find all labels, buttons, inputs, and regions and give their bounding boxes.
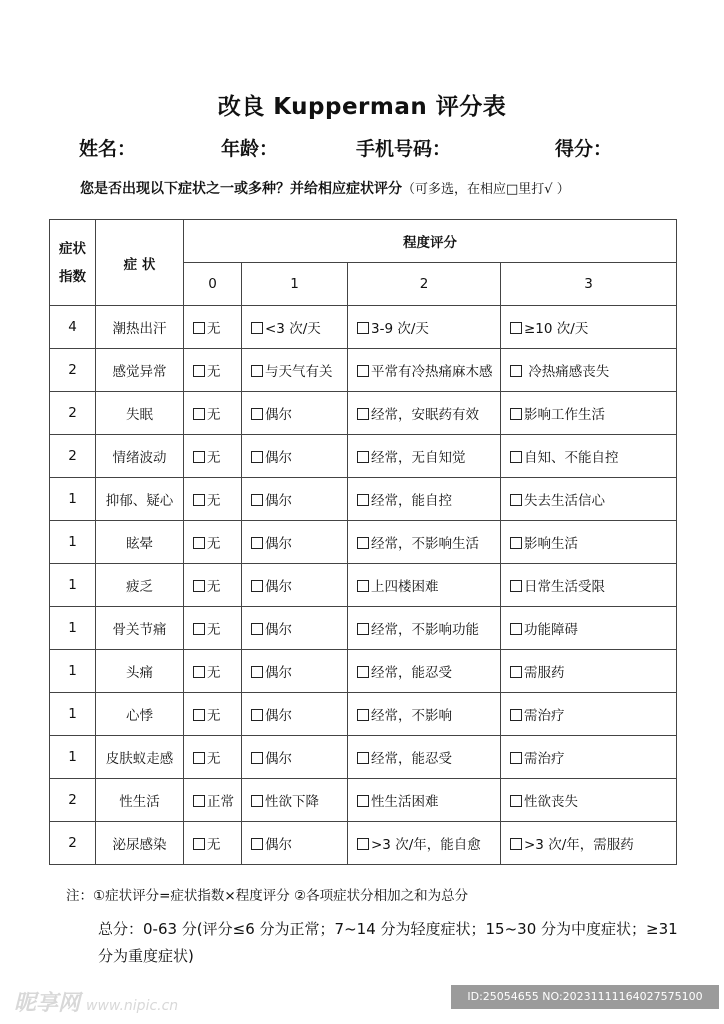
option-cell-level-0[interactable]	[184, 736, 242, 779]
symptom-name-cell: 潮热出汗	[96, 306, 184, 349]
symptom-index-cell: 1	[50, 693, 96, 736]
symptom-name-cell: 头痛	[96, 650, 184, 693]
symptom-name-cell: 眩晕	[96, 521, 184, 564]
option-label: 功能障碍	[524, 622, 578, 638]
symptom-index-cell: 1	[50, 521, 96, 564]
checkbox-icon[interactable]	[251, 451, 263, 463]
header-degree-score: 程度评分	[184, 220, 677, 263]
option-label: 无	[207, 493, 221, 509]
option-cell-level-3[interactable]	[501, 349, 677, 392]
watermark-logo	[14, 986, 178, 1017]
option-cell-level-1[interactable]	[242, 349, 348, 392]
symptom-name-cell: 心悸	[96, 693, 184, 736]
option-cell-level-2[interactable]	[348, 650, 501, 693]
option-cell-level-1[interactable]	[242, 607, 348, 650]
checkbox-icon[interactable]	[357, 752, 369, 764]
age-label: 年龄：	[221, 138, 279, 160]
option-label: 性欲丧失	[524, 794, 578, 810]
instruction-hint: （可多选，在相应□里打√ ）	[402, 182, 570, 197]
checkbox-icon[interactable]	[193, 752, 205, 764]
checkbox-icon[interactable]	[510, 623, 522, 635]
option-cell-level-3[interactable]	[501, 822, 677, 865]
option-cell-level-1[interactable]	[242, 306, 348, 349]
checkbox-icon[interactable]	[193, 709, 205, 721]
checkbox-icon[interactable]	[510, 408, 522, 420]
option-label: 上四楼困难	[371, 579, 439, 595]
option-label: 3-9 次/天	[371, 321, 429, 337]
option-label: 无	[207, 708, 221, 724]
option-label: 经常，不影响	[371, 708, 452, 724]
checkbox-icon[interactable]	[357, 666, 369, 678]
checkbox-icon[interactable]	[357, 838, 369, 850]
score-label: 得分：	[555, 138, 613, 160]
checkbox-icon[interactable]	[193, 537, 205, 549]
option-label: 偶尔	[265, 751, 292, 767]
checkbox-icon[interactable]	[251, 795, 263, 807]
option-label: 无	[207, 665, 221, 681]
checkbox-icon[interactable]	[193, 580, 205, 592]
checkbox-icon[interactable]	[510, 537, 522, 549]
checkbox-icon[interactable]	[357, 451, 369, 463]
option-cell-level-3[interactable]	[501, 736, 677, 779]
watermark-logo-text: 昵享网	[14, 991, 81, 1016]
instruction-main: 您是否出现以下症状之一或多种？并给相应症状评分	[80, 181, 402, 197]
option-cell-level-1[interactable]	[242, 392, 348, 435]
symptom-index-cell: 2	[50, 435, 96, 478]
option-label: >3 次/年，需服药	[524, 837, 634, 853]
symptom-name-cell: 皮肤蚁走感	[96, 736, 184, 779]
table-row	[50, 349, 677, 392]
name-label: 姓名：	[79, 138, 137, 160]
option-cell-level-0[interactable]	[184, 693, 242, 736]
checkbox-icon[interactable]	[510, 795, 522, 807]
table-row	[50, 392, 677, 435]
symptom-index-cell: 1	[50, 736, 96, 779]
checkbox-icon[interactable]	[193, 494, 205, 506]
checkbox-icon[interactable]	[357, 537, 369, 549]
checkbox-icon[interactable]	[251, 365, 263, 377]
checkbox-icon[interactable]	[510, 451, 522, 463]
option-cell-level-0[interactable]	[184, 650, 242, 693]
option-cell-level-2[interactable]	[348, 736, 501, 779]
option-label: 偶尔	[265, 579, 292, 595]
option-cell-level-2[interactable]	[348, 693, 501, 736]
option-label: 需治疗	[524, 708, 565, 724]
checkbox-icon[interactable]	[193, 623, 205, 635]
symptom-index-cell: 2	[50, 779, 96, 822]
option-cell-level-1[interactable]	[242, 693, 348, 736]
watermark-url: www.nipic.cn	[86, 998, 179, 1014]
option-cell-level-3[interactable]	[501, 521, 677, 564]
option-label: 影响生活	[524, 536, 578, 552]
option-cell-level-0[interactable]	[184, 521, 242, 564]
option-label: 无	[207, 622, 221, 638]
option-cell-level-3[interactable]	[501, 435, 677, 478]
option-label: 经常，能忍受	[371, 751, 452, 767]
option-label: 自知、不能自控	[524, 450, 619, 466]
checkbox-icon[interactable]	[193, 365, 205, 377]
option-label: 无	[207, 407, 221, 423]
option-label: 偶尔	[265, 665, 292, 681]
checkbox-icon[interactable]	[357, 795, 369, 807]
option-cell-level-2[interactable]	[348, 478, 501, 521]
checkbox-icon[interactable]	[251, 494, 263, 506]
symptom-index-cell: 2	[50, 392, 96, 435]
option-label: 经常，不影响生活	[371, 536, 479, 552]
option-label: ≥10 次/天	[524, 321, 589, 337]
table-row	[50, 693, 677, 736]
symptom-name-cell: 失眠	[96, 392, 184, 435]
option-cell-level-0[interactable]	[184, 478, 242, 521]
note-scoring: 注：①症状评分=症状指数×程度评分 ②各项症状分相加之和为总分	[66, 888, 469, 904]
option-cell-level-2[interactable]	[348, 392, 501, 435]
checkbox-icon[interactable]	[193, 666, 205, 678]
checkbox-icon[interactable]	[193, 451, 205, 463]
option-label: 偶尔	[265, 536, 292, 552]
option-label: 与天气有关	[265, 364, 333, 380]
checkbox-icon[interactable]	[357, 365, 369, 377]
instruction	[80, 178, 570, 198]
header-level-0: 0	[184, 263, 242, 306]
option-label: 无	[207, 536, 221, 552]
symptom-index-cell: 4	[50, 306, 96, 349]
option-cell-level-2[interactable]	[348, 521, 501, 564]
table-row	[50, 564, 677, 607]
option-cell-level-1[interactable]	[242, 736, 348, 779]
checkbox-icon[interactable]	[251, 838, 263, 850]
option-cell-level-2[interactable]	[348, 435, 501, 478]
checkbox-icon[interactable]	[251, 537, 263, 549]
option-cell-level-1[interactable]	[242, 521, 348, 564]
option-label: 经常，不影响功能	[371, 622, 479, 638]
option-cell-level-2[interactable]	[348, 607, 501, 650]
option-label: 无	[207, 751, 221, 767]
option-cell-level-1[interactable]	[242, 822, 348, 865]
option-label: >3 次/年，能自愈	[371, 837, 481, 853]
option-cell-level-3[interactable]	[501, 306, 677, 349]
symptom-index-cell: 1	[50, 607, 96, 650]
symptom-index-cell: 1	[50, 478, 96, 521]
phone-label: 手机号码：	[356, 138, 452, 160]
option-cell-level-0[interactable]	[184, 607, 242, 650]
checkbox-icon[interactable]	[357, 709, 369, 721]
checkbox-icon[interactable]	[510, 666, 522, 678]
checkbox-icon[interactable]	[251, 709, 263, 721]
option-label: 经常，能自控	[371, 493, 452, 509]
symptom-name-cell: 感觉异常	[96, 349, 184, 392]
option-label: 偶尔	[265, 708, 292, 724]
option-label: 偶尔	[265, 622, 292, 638]
checkbox-icon[interactable]	[510, 494, 522, 506]
option-cell-level-0[interactable]	[184, 564, 242, 607]
note-total: 总分：0-63 分(评分≤6 分为正常；7~14 分为轻度症状；15~30 分为中度症状；≥31 分为重度症状)	[98, 920, 678, 965]
symptom-index-cell: 2	[50, 349, 96, 392]
table-row	[50, 822, 677, 865]
page-title: 改良 Kupperman 评分表	[217, 94, 507, 120]
symptom-name-cell: 性生活	[96, 779, 184, 822]
checkbox-icon[interactable]	[357, 322, 369, 334]
checkbox-icon[interactable]	[510, 322, 522, 334]
image-id-bar: ID:25054655 NO:20231111164027575100	[451, 985, 719, 1009]
checkbox-icon[interactable]	[357, 494, 369, 506]
option-label: 经常，无自知觉	[371, 450, 466, 466]
table-row	[50, 435, 677, 478]
option-cell-level-3[interactable]	[501, 779, 677, 822]
header-symptom-index: 症状指数	[50, 220, 96, 306]
checkbox-icon[interactable]	[251, 408, 263, 420]
symptom-name-cell: 骨关节痛	[96, 607, 184, 650]
option-label: 偶尔	[265, 837, 292, 853]
checkbox-icon[interactable]	[510, 838, 522, 850]
option-cell-level-0[interactable]	[184, 349, 242, 392]
option-label: 偶尔	[265, 493, 292, 509]
option-label: 失去生活信心	[524, 493, 605, 509]
option-label: 无	[207, 364, 221, 380]
checkbox-icon[interactable]	[510, 709, 522, 721]
option-cell-level-1[interactable]	[242, 478, 348, 521]
option-cell-level-2[interactable]	[348, 564, 501, 607]
option-label: 无	[207, 579, 221, 595]
option-cell-level-2[interactable]	[348, 306, 501, 349]
header-symptom: 症 状	[96, 220, 184, 306]
checkbox-icon[interactable]	[510, 365, 522, 377]
header-level-1: 1	[242, 263, 348, 306]
checkbox-icon[interactable]	[193, 408, 205, 420]
option-label: 日常生活受限	[524, 579, 605, 595]
symptom-name-cell: 疲乏	[96, 564, 184, 607]
checkbox-icon[interactable]	[251, 666, 263, 678]
option-label: 影响工作生活	[524, 407, 605, 423]
symptom-name-cell: 抑郁、疑心	[96, 478, 184, 521]
checkbox-icon[interactable]	[193, 838, 205, 850]
checkbox-icon[interactable]	[357, 623, 369, 635]
option-cell-level-3[interactable]	[501, 607, 677, 650]
option-cell-level-0[interactable]	[184, 779, 242, 822]
option-label: 无	[207, 321, 221, 337]
option-cell-level-1[interactable]	[242, 779, 348, 822]
checkbox-icon[interactable]	[193, 322, 205, 334]
table-row	[50, 736, 677, 779]
checkbox-icon[interactable]	[510, 580, 522, 592]
option-label: 经常，能忍受	[371, 665, 452, 681]
option-label: 需治疗	[524, 751, 565, 767]
checkbox-icon[interactable]	[193, 795, 205, 807]
checkbox-icon[interactable]	[251, 580, 263, 592]
option-cell-level-0[interactable]	[184, 306, 242, 349]
checkbox-icon[interactable]	[251, 623, 263, 635]
option-cell-level-0[interactable]	[184, 435, 242, 478]
option-cell-level-2[interactable]	[348, 349, 501, 392]
option-cell-level-0[interactable]	[184, 822, 242, 865]
option-cell-level-3[interactable]	[501, 392, 677, 435]
checkbox-icon[interactable]	[357, 580, 369, 592]
table-row	[50, 650, 677, 693]
option-cell-level-1[interactable]	[242, 650, 348, 693]
symptom-index-cell: 1	[50, 564, 96, 607]
option-label: 经常，安眠药有效	[371, 407, 479, 423]
table-row	[50, 607, 677, 650]
option-cell-level-3[interactable]	[501, 564, 677, 607]
table-row	[50, 306, 677, 349]
checkbox-icon[interactable]	[251, 752, 263, 764]
option-cell-level-0[interactable]	[184, 392, 242, 435]
symptom-index-cell: 1	[50, 650, 96, 693]
option-label: 无	[207, 837, 221, 853]
header-level-3: 3	[501, 263, 677, 306]
option-label: 性生活困难	[371, 794, 439, 810]
option-cell-level-2[interactable]	[348, 822, 501, 865]
option-cell-level-2[interactable]	[348, 779, 501, 822]
option-label: 冷热痛感丧失	[524, 364, 610, 380]
option-label: 偶尔	[265, 450, 292, 466]
option-cell-level-3[interactable]	[501, 693, 677, 736]
option-cell-level-1[interactable]	[242, 435, 348, 478]
kupperman-score-table	[49, 219, 677, 865]
option-label: 性欲下降	[265, 794, 319, 810]
option-label: 平常有冷热痛麻木感	[371, 364, 493, 380]
symptom-name-cell: 情绪波动	[96, 435, 184, 478]
symptom-name-cell: 泌尿感染	[96, 822, 184, 865]
checkbox-icon[interactable]	[357, 408, 369, 420]
table-row	[50, 779, 677, 822]
checkbox-icon[interactable]	[251, 322, 263, 334]
header-level-2: 2	[348, 263, 501, 306]
checkbox-icon[interactable]	[510, 752, 522, 764]
table-row	[50, 521, 677, 564]
table-row	[50, 478, 677, 521]
symptom-index-cell: 2	[50, 822, 96, 865]
option-cell-level-1[interactable]	[242, 564, 348, 607]
option-label: <3 次/天	[265, 321, 321, 337]
option-label: 无	[207, 450, 221, 466]
option-label: 偶尔	[265, 407, 292, 423]
option-label: 正常	[207, 794, 234, 810]
option-cell-level-3[interactable]	[501, 650, 677, 693]
option-label: 需服药	[524, 665, 565, 681]
option-cell-level-3[interactable]	[501, 478, 677, 521]
